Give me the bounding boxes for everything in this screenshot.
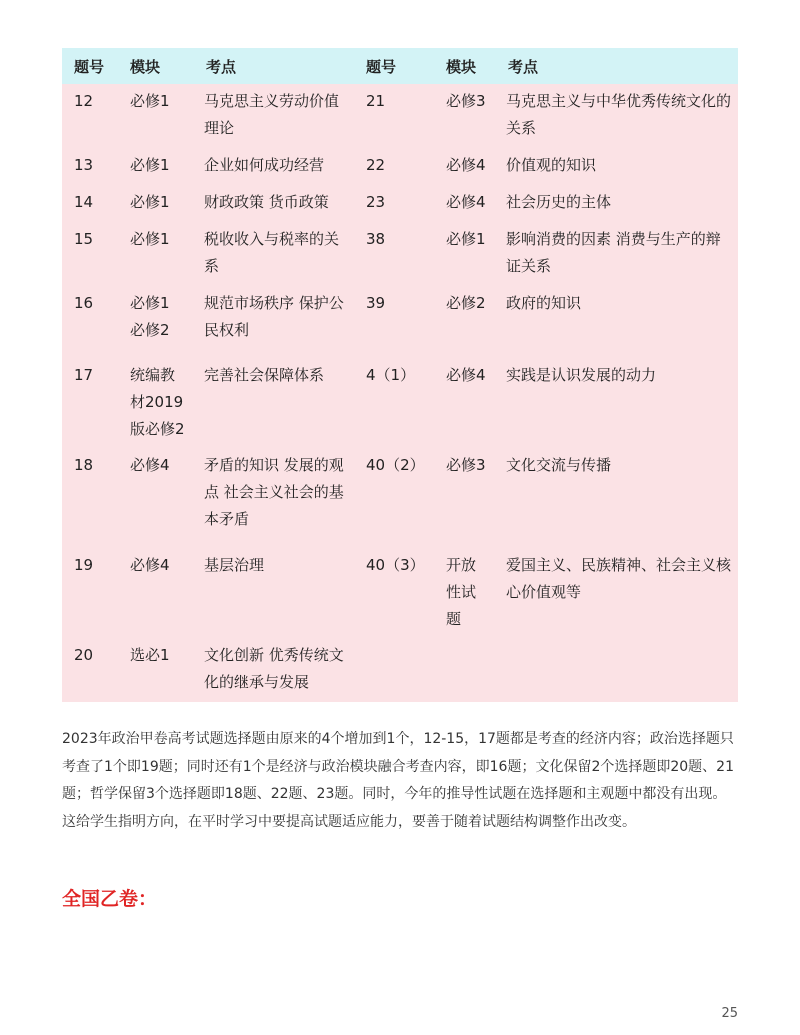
table-row <box>62 222 738 286</box>
cell: 必修2 <box>446 294 486 312</box>
cell: 文化创新 优秀传统文化的继承与发展 <box>204 646 344 691</box>
cell: 必修4 <box>130 556 170 574</box>
cell: 12 <box>74 92 94 110</box>
header-topic: 考点 <box>206 57 237 76</box>
cell: 完善社会保障体系 <box>204 366 325 384</box>
cell: 必修1 <box>130 156 170 174</box>
cell: 影响消费的因素 消费与生产的辩证关系 <box>506 230 721 275</box>
cell: 必修1 <box>130 92 170 110</box>
cell: 价值观的知识 <box>506 156 597 174</box>
cell: 必修4 <box>446 193 486 211</box>
table-row <box>62 185 738 222</box>
cell: 14 <box>74 193 94 211</box>
cell: 文化交流与传播 <box>506 456 612 474</box>
header-question-no: 题号 <box>74 57 105 76</box>
cell: 必修4 <box>446 156 486 174</box>
cell: 开放性试题 <box>446 556 477 628</box>
cell: 40（2） <box>366 456 425 474</box>
cell: 企业如何成功经营 <box>204 156 325 174</box>
table-header-row <box>62 48 738 84</box>
cell <box>496 638 738 702</box>
cell: 统编教材2019版必修2 <box>130 366 185 438</box>
header-module-2: 模块 <box>446 57 477 76</box>
table-row <box>62 548 738 638</box>
cell: 马克思主义与中华优秀传统文化的关系 <box>506 92 732 137</box>
page-number: 25 <box>721 1006 738 1021</box>
cell: 基层治理 <box>204 556 265 574</box>
cell: 必修3 <box>446 456 486 474</box>
cell <box>354 638 434 702</box>
cell: 税收收入与税率的关系 <box>204 230 340 275</box>
cell: 22 <box>366 156 386 174</box>
table-row <box>62 148 738 185</box>
cell: 必修1 <box>130 230 170 248</box>
cell: 19 <box>74 556 94 574</box>
cell: 21 <box>366 92 386 110</box>
header-topic-2: 考点 <box>508 57 539 76</box>
cell: 爱国主义、民族精神、社会主义核心价值观等 <box>506 556 732 601</box>
cell: 矛盾的知识 发展的观点 社会主义社会的基本矛盾 <box>204 456 344 528</box>
header-module: 模块 <box>130 57 161 76</box>
cell: 必修4 <box>130 456 170 474</box>
cell: 13 <box>74 156 94 174</box>
cell: 4（1） <box>366 366 416 384</box>
table-row <box>62 84 738 148</box>
cell: 39 <box>366 294 386 312</box>
cell: 财政政策 货币政策 <box>204 193 329 211</box>
analysis-paragraph: 2023年政治甲卷高考试题选择题由原来的4个增加到1个，12-15，17题都是考查的经济内容；政治选择题只考查了1个即19题；同时还有1个是经济与政治模块融合考查内容，即16题；文化保留2个选择题即20题、21题；哲学保留3个选择题即18题、22题、23题。同时，今年的推导性试题在选择题和主观题中都没有出现。这给学生指明方向，在平时学习中要提高试题适应能力，要善于随着试题结构调整作出改变。 <box>62 731 734 830</box>
cell: 16 <box>74 294 94 312</box>
cell: 17 <box>74 366 94 384</box>
cell: 必修1 <box>130 193 170 211</box>
cell: 必修1 必修2 <box>130 294 170 339</box>
table-row <box>62 358 738 448</box>
cell: 38 <box>366 230 386 248</box>
table-row <box>62 638 738 702</box>
cell: 18 <box>74 456 94 474</box>
cell: 马克思主义劳动价值理论 <box>204 92 340 137</box>
section-heading: 全国乙卷： <box>62 888 158 910</box>
cell: 必修1 <box>446 230 486 248</box>
cell: 政府的知识 <box>506 294 582 312</box>
header-question-no-2: 题号 <box>366 57 397 76</box>
cell <box>434 638 496 702</box>
cell: 40（3） <box>366 556 425 574</box>
cell: 23 <box>366 193 386 211</box>
table-row <box>62 286 738 358</box>
cell: 必修3 <box>446 92 486 110</box>
cell: 选必1 <box>130 646 170 664</box>
cell: 社会历史的主体 <box>506 193 612 211</box>
cell: 规范市场秩序 保护公民权利 <box>204 294 344 339</box>
table-row <box>62 448 738 548</box>
cell: 实践是认识发展的动力 <box>506 366 657 384</box>
cell: 15 <box>74 230 94 248</box>
exam-table <box>62 48 738 702</box>
cell: 必修4 <box>446 366 486 384</box>
cell: 20 <box>74 646 94 664</box>
